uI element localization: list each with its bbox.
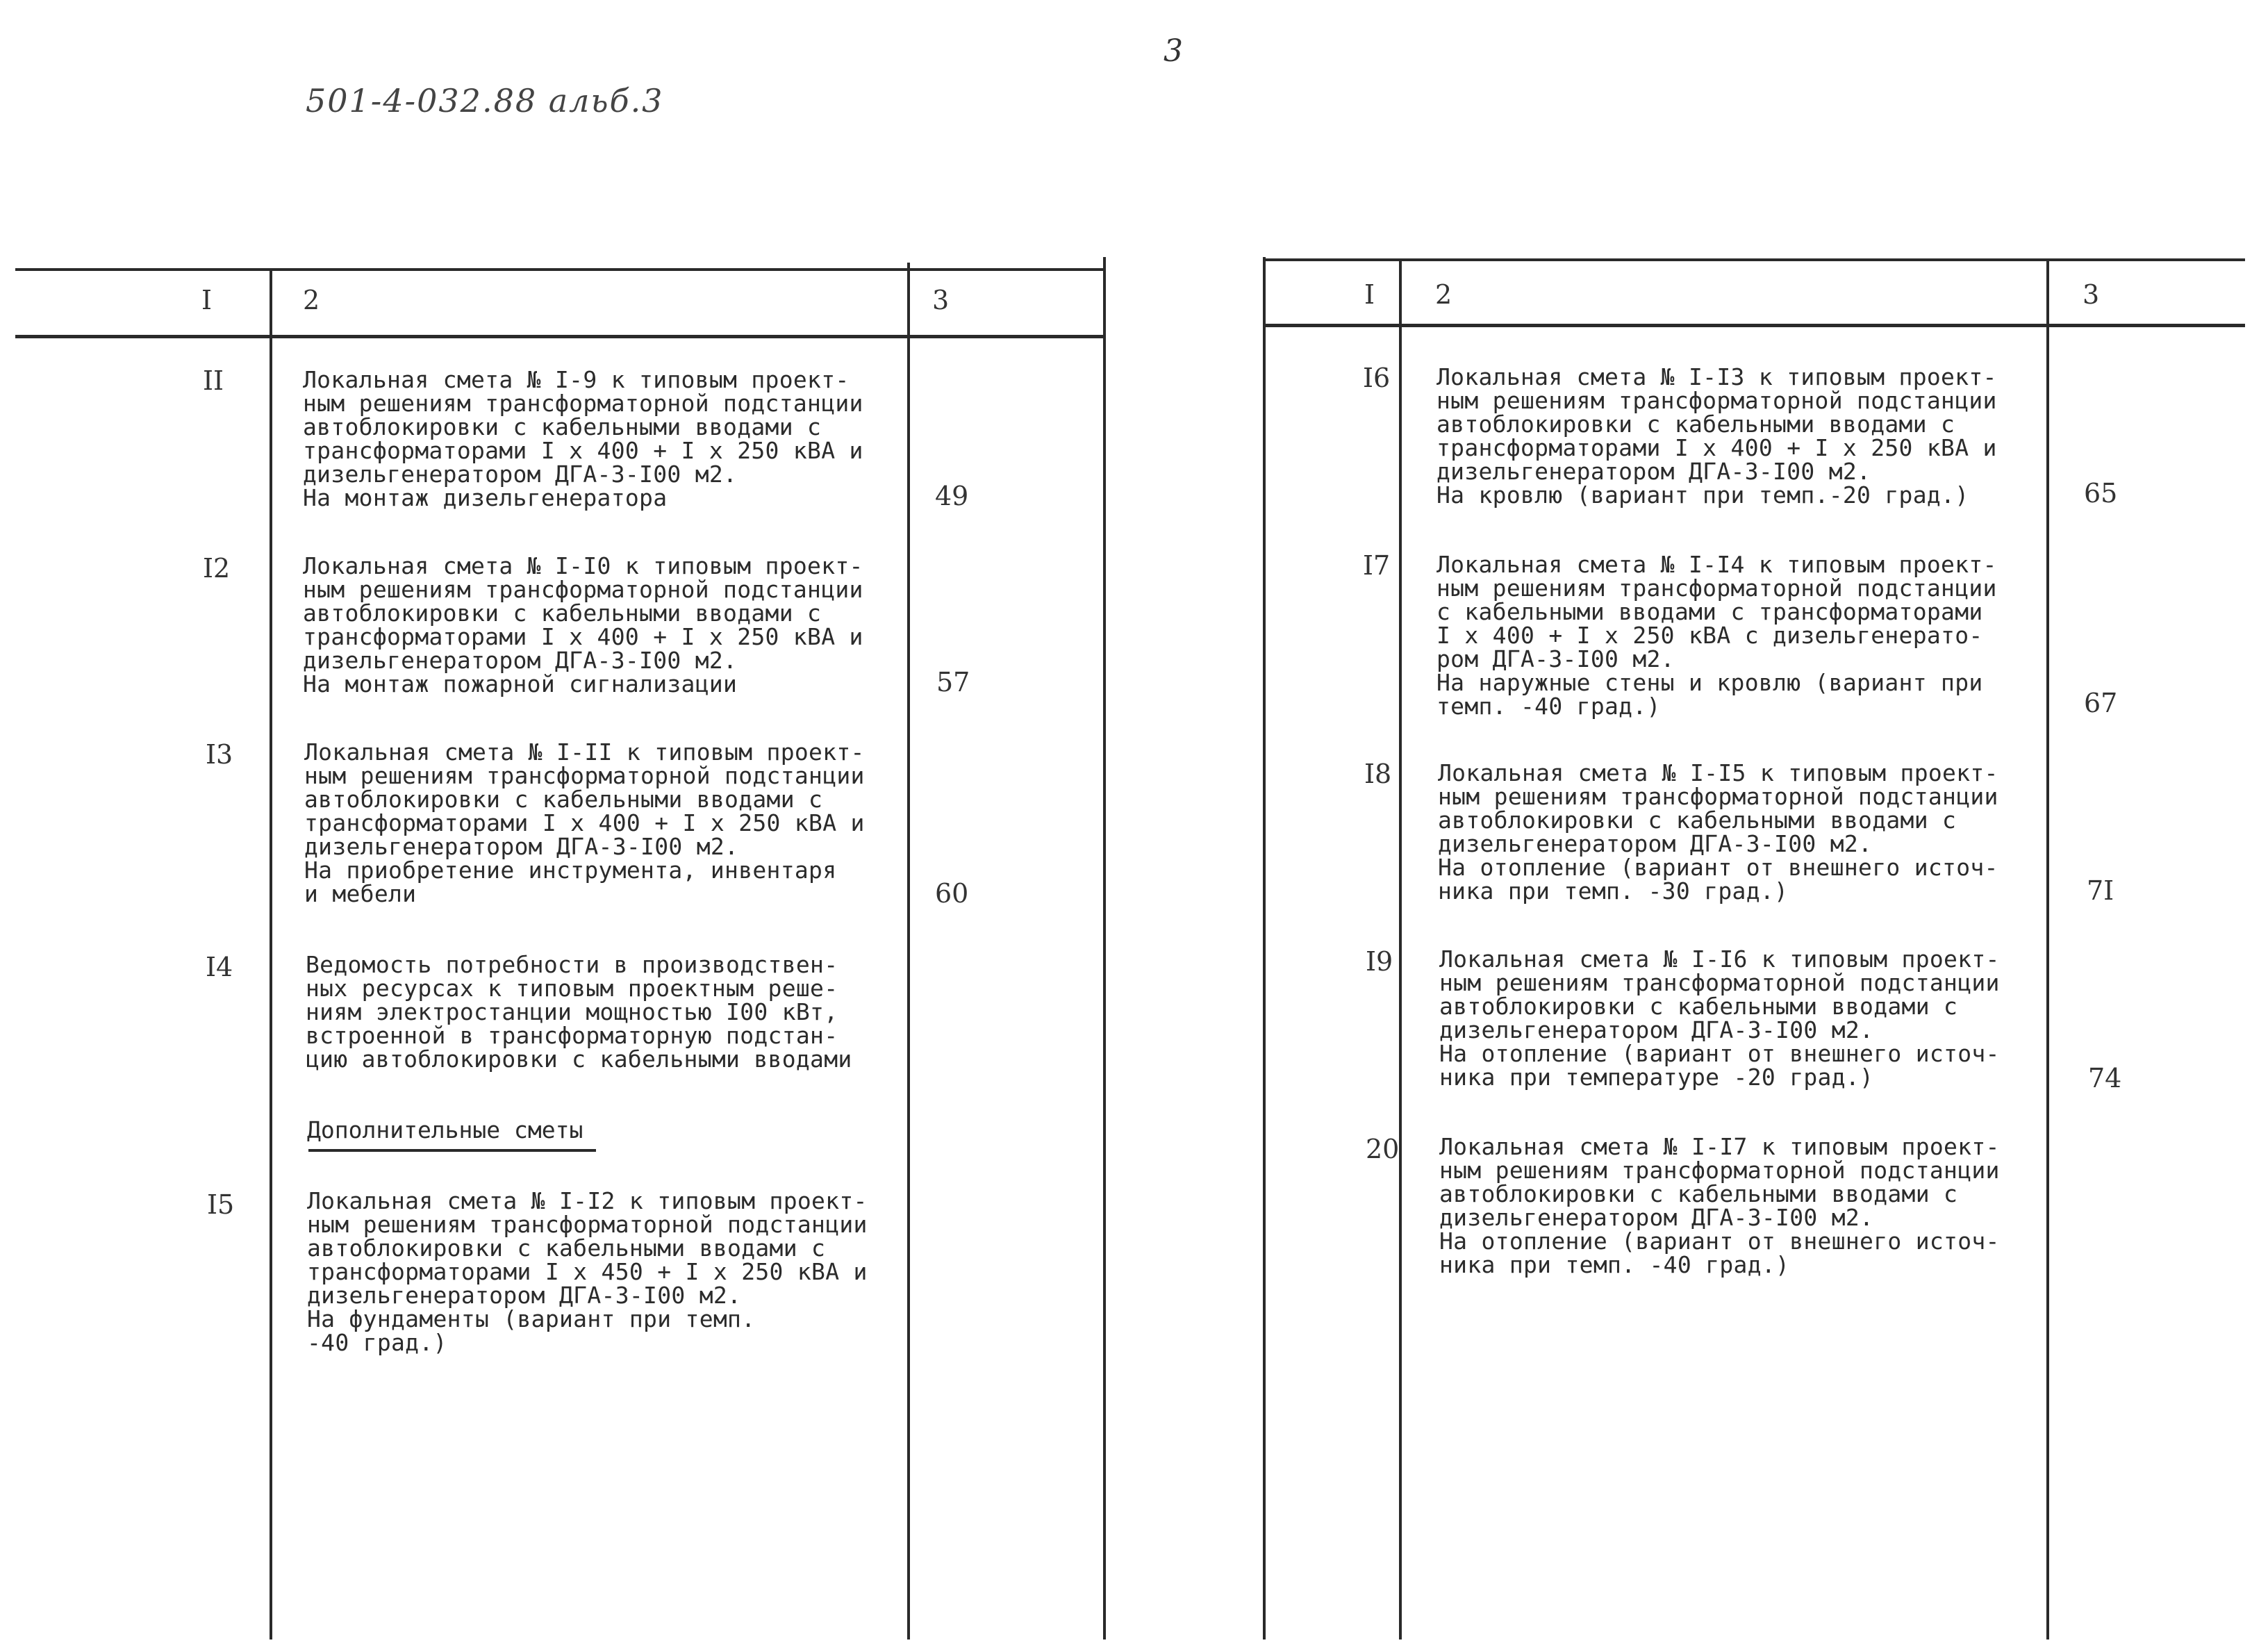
right-row-1-page: 65: [2084, 478, 2118, 509]
left-row-5-description: Локальная смета № I-I2 к типовым проект- ным решениям трансформаторной подстанции автоблокировки с кабельными вводами с трансформаторами I х 450 + I х 250 кВА и дизельгенератором ДГА-3-I00 м2. На фундаменты (вариант при темп. -40 град.): [307, 1187, 868, 1356]
right-table-left-border: [1263, 257, 1266, 1639]
page-number: 3: [1164, 33, 1183, 69]
left-row-3-number: I3: [206, 739, 233, 770]
subheading-underline: [308, 1149, 596, 1152]
left-table-header-rule: [15, 335, 1106, 338]
left-row-2-page: 57: [936, 667, 970, 697]
right-table-header-rule: [1263, 324, 2245, 327]
right-row-2-page: 67: [2084, 688, 2118, 718]
right-row-1-description: Локальная смета № I-I3 к типовым проект- ным решениям трансформаторной подстанции автоблокировки с кабельными вводами с трансформаторами I х 400 + I х 250 кВА и дизельгенератором ДГА-3-I00 м2. На кровлю (вариант при темп.-20 град.): [1437, 363, 1997, 509]
left-header-col-1: I: [201, 285, 213, 315]
left-header-col-2: 2: [303, 285, 320, 315]
right-row-2-description: Локальная смета № I-I4 к типовым проект- ным решениям трансформаторной подстанции с кабельными вводами с трансформаторами I х 400 + I х 250 кВА с дизельгенерато- ром ДГА-3-I00 м2. На наружные стены и кровлю (вариант при темп. -40 град.): [1437, 551, 1997, 720]
right-row-4-page: 74: [2088, 1063, 2122, 1093]
right-row-5-description: Локальная смета № I-I7 к типовым проект- ным решениям трансформаторной подстанции автоблокировки с кабельными вводами с дизельгенератором ДГА-3-I00 м2. На отопление (вариант от внешнего источ- ника при темп. -40 град.): [1439, 1133, 2000, 1278]
right-row-3-description: Локальная смета № I-I5 к типовым проект- ным решениям трансформаторной подстанции автоблокировки с кабельными вводами с дизельгенератором ДГА-3-I00 м2. На отопление (вариант от внешнего источ- ника при темп. -30 град.): [1438, 759, 1998, 905]
right-header-col-3: 3: [2083, 279, 2100, 310]
left-row-2-description: Локальная смета № I-I0 к типовым проект- ным решениям трансформаторной подстанции автоблокировки с кабельными вводами с трансформаторами I х 400 + I х 250 кВА и дизельгенератором ДГА-3-I00 м2. На монтаж пожарной сигнализации: [303, 552, 863, 697]
left-table-top-rule: [15, 268, 1106, 271]
left-row-3-page: 60: [935, 878, 969, 909]
right-row-4-number: I9: [1366, 946, 1393, 977]
left-row-5-number: I5: [207, 1189, 235, 1220]
right-table-col-divider-2: [2046, 261, 2049, 1639]
right-row-4-description: Локальная смета № I-I6 к типовым проект- ным решениям трансформаторной подстанции автоблокировки с кабельными вводами с дизельгенератором ДГА-3-I00 м2. На отопление (вариант от внешнего источ- ника при температуре -20 град.): [1439, 945, 2000, 1091]
left-row-3-description: Локальная смета № I-II к типовым проект- ным решениям трансформаторной подстанции автоблокировки с кабельными вводами с трансформаторами I х 400 + I х 250 кВА и дизельгенератором ДГА-3-I00 м2. На приобретение инструмента, инвентаря и мебели: [304, 738, 865, 907]
right-row-2-number: I7: [1363, 550, 1391, 581]
left-table-col-divider-1: [270, 270, 272, 1639]
right-row-3-page: 7I: [2087, 875, 2114, 906]
right-table-top-rule: [1263, 258, 2245, 261]
right-row-5-number: 20: [1366, 1134, 1400, 1164]
document-code: 501-4-032.88 альб.3: [306, 82, 664, 119]
right-header-col-2: 2: [1435, 279, 1452, 310]
left-row-1-description: Локальная смета № I-9 к типовым проект- ным решениям трансформаторной подстанции автоблокировки с кабельными вводами с трансформаторами I х 400 + I х 250 кВА и дизельгенератором ДГА-3-I00 м2. На монтаж дизельгенератора: [303, 366, 863, 511]
additional-estimates-heading: Дополнительные сметы: [307, 1116, 583, 1143]
left-table-right-border: [1103, 257, 1106, 1639]
left-row-1-number: II: [203, 365, 224, 396]
right-table-col-divider-1: [1399, 261, 1402, 1639]
left-row-4-description: Ведомость потребности в производствен- ных ресурсах к типовым проектным реше- ниям электростанции мощностью I00 кВт, встроенной в трансформаторную подстан- цию автоблокировки с кабельными вводами: [306, 951, 852, 1073]
left-row-1-page: 49: [935, 481, 969, 511]
right-row-1-number: I6: [1363, 363, 1391, 393]
right-row-3-number: I8: [1364, 759, 1392, 789]
left-table-col-divider-2: [907, 263, 910, 1639]
left-row-2-number: I2: [203, 553, 231, 584]
left-header-col-3: 3: [932, 285, 950, 315]
left-row-4-number: I4: [206, 952, 233, 982]
right-header-col-1: I: [1364, 279, 1375, 310]
